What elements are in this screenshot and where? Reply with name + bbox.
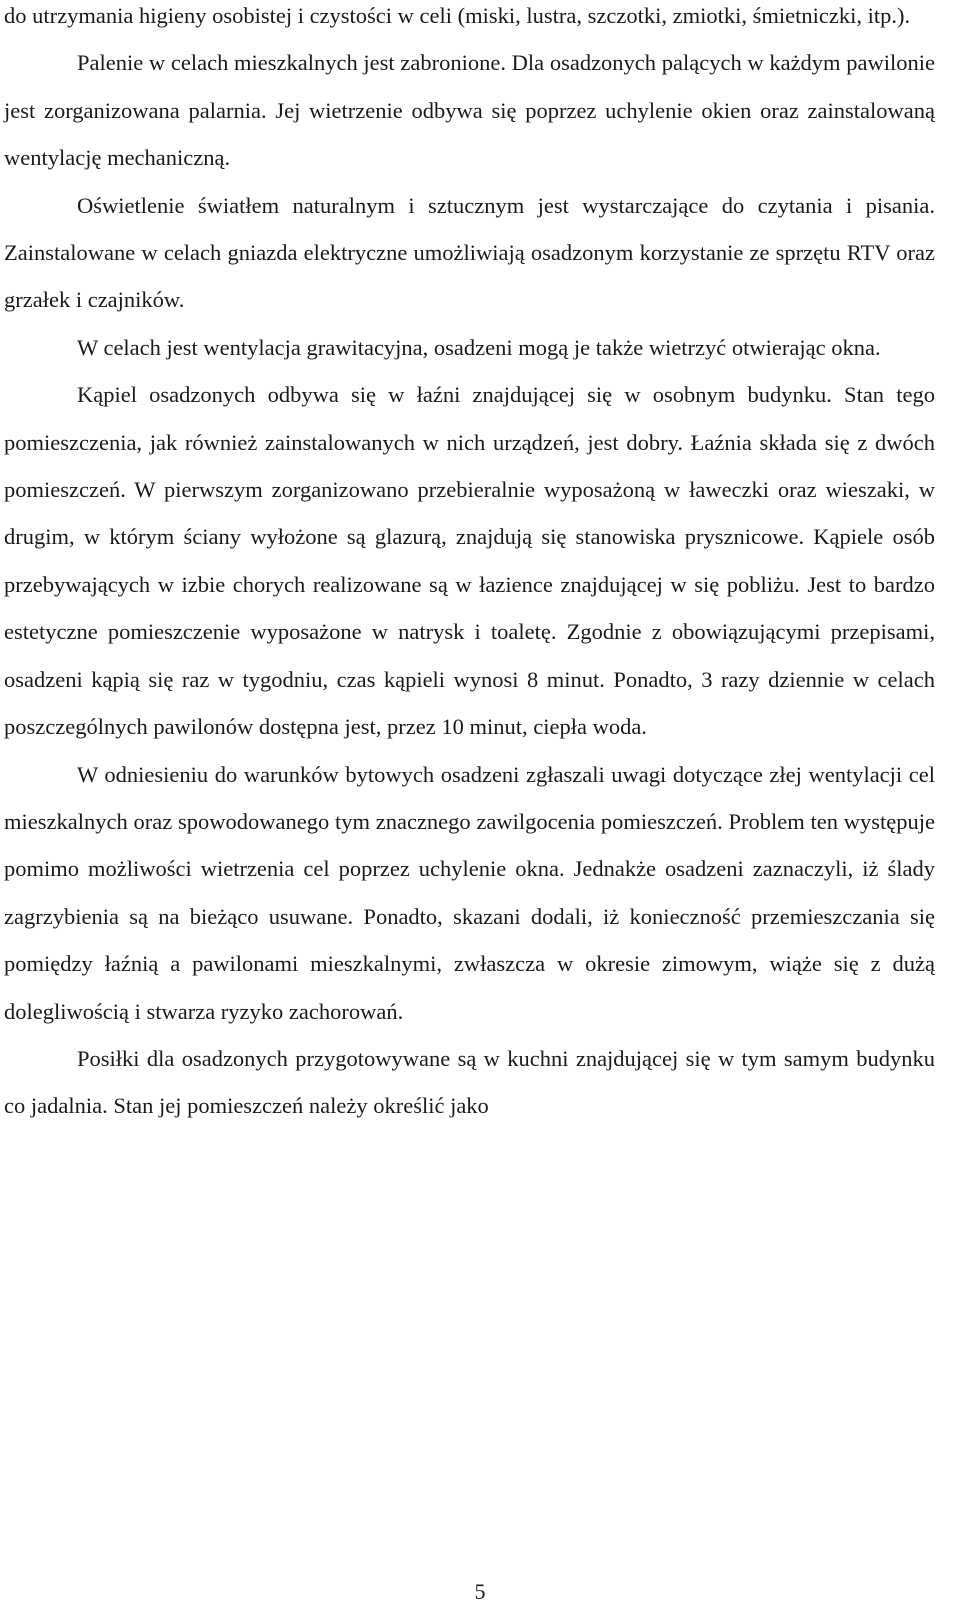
page-number: 5 [474,1579,486,1604]
paragraph-ventilation: W celach jest wentylacja grawitacyjna, osadzeni mogą je także wietrzyć otwierając okna. [77,334,881,360]
paragraph-lighting: Oświetlenie światłem naturalnym i sztucznym jest wystarczające do czytania i pisania. Zainstalowane w celach gniazda elektryczne umożliwiają osadzonym korzystanie ze sprzętu RTV oraz grzałek i czajników. [4,192,935,313]
paragraph-complaints: W odniesieniu do warunków bytowych osadzeni zgłaszali uwagi dotyczące złej wentylacji cel mieszkalnych oraz spowodowanego tym znacznego zawilgocenia pomieszczeń. Problem ten występuje pomimo możliwości wietrzenia cel poprzez uchylenie okna. Jednakże osadzeni zaznaczyli, iż ślady zagrzybienia są na bieżąco usuwane. Ponadto, skazani dodali, iż konieczność przemieszczania się pomiędzy łaźnią a pawilonami mieszkalnymi, zwłaszcza w okresie zimowym, wiąże się z dużą dolegliwością i stwarza ryzyko zachorowań. [4,761,935,1024]
paragraph-smoking: Palenie w celach mieszkalnych jest zabronione. Dla osadzonych palących w każdym pawilonie jest zorganizowana palarnia. Jej wietrzenie odbywa się poprzez uchylenie okien oraz zainstalowaną wentylację mechaniczną. [4,50,935,171]
paragraph-hygiene-continuation: do utrzymania higieny osobistej i czystości w celi (miski, lustra, szczotki, zmiotki, śmietniczki, itp.). [4,3,911,28]
paragraph-bathing: Kąpiel osadzonych odbywa się w łaźni znajdującej się w osobnym budynku. Stan tego pomieszczenia, jak również zainstalowanych w nich urządzeń, jest dobry. Łaźnia składa się z dwóch pomieszczeń. W pierwszym zorganizowano przebieralnie wyposażoną w ławeczki oraz wieszaki, w drugim, w którym ściany wyłożone są glazurą, znajdują się stanowiska prysznicowe. Kąpiele osób przebywających w izbie chorych realizowane są w łazience znajdującej w się pobliżu. Jest to bardzo estetyczne pomieszczenie wyposażone w natrysk i toaletę. Zgodnie z obowiązującymi przepisami, osadzeni kąpią się raz w tygodniu, czas kąpieli wynosi 8 minut. Ponadto, 3 razy dziennie w celach poszczególnych pawilonów dostępna jest, przez 10 minut, ciepła woda. [4,382,935,740]
document-body [4,0,935,1130]
paragraph-meals: Posiłki dla osadzonych przygotowywane są w kuchni znajdującej się w tym samym budynku co jadalnia. Stan jej pomieszczeń należy określić jako [4,1045,935,1119]
